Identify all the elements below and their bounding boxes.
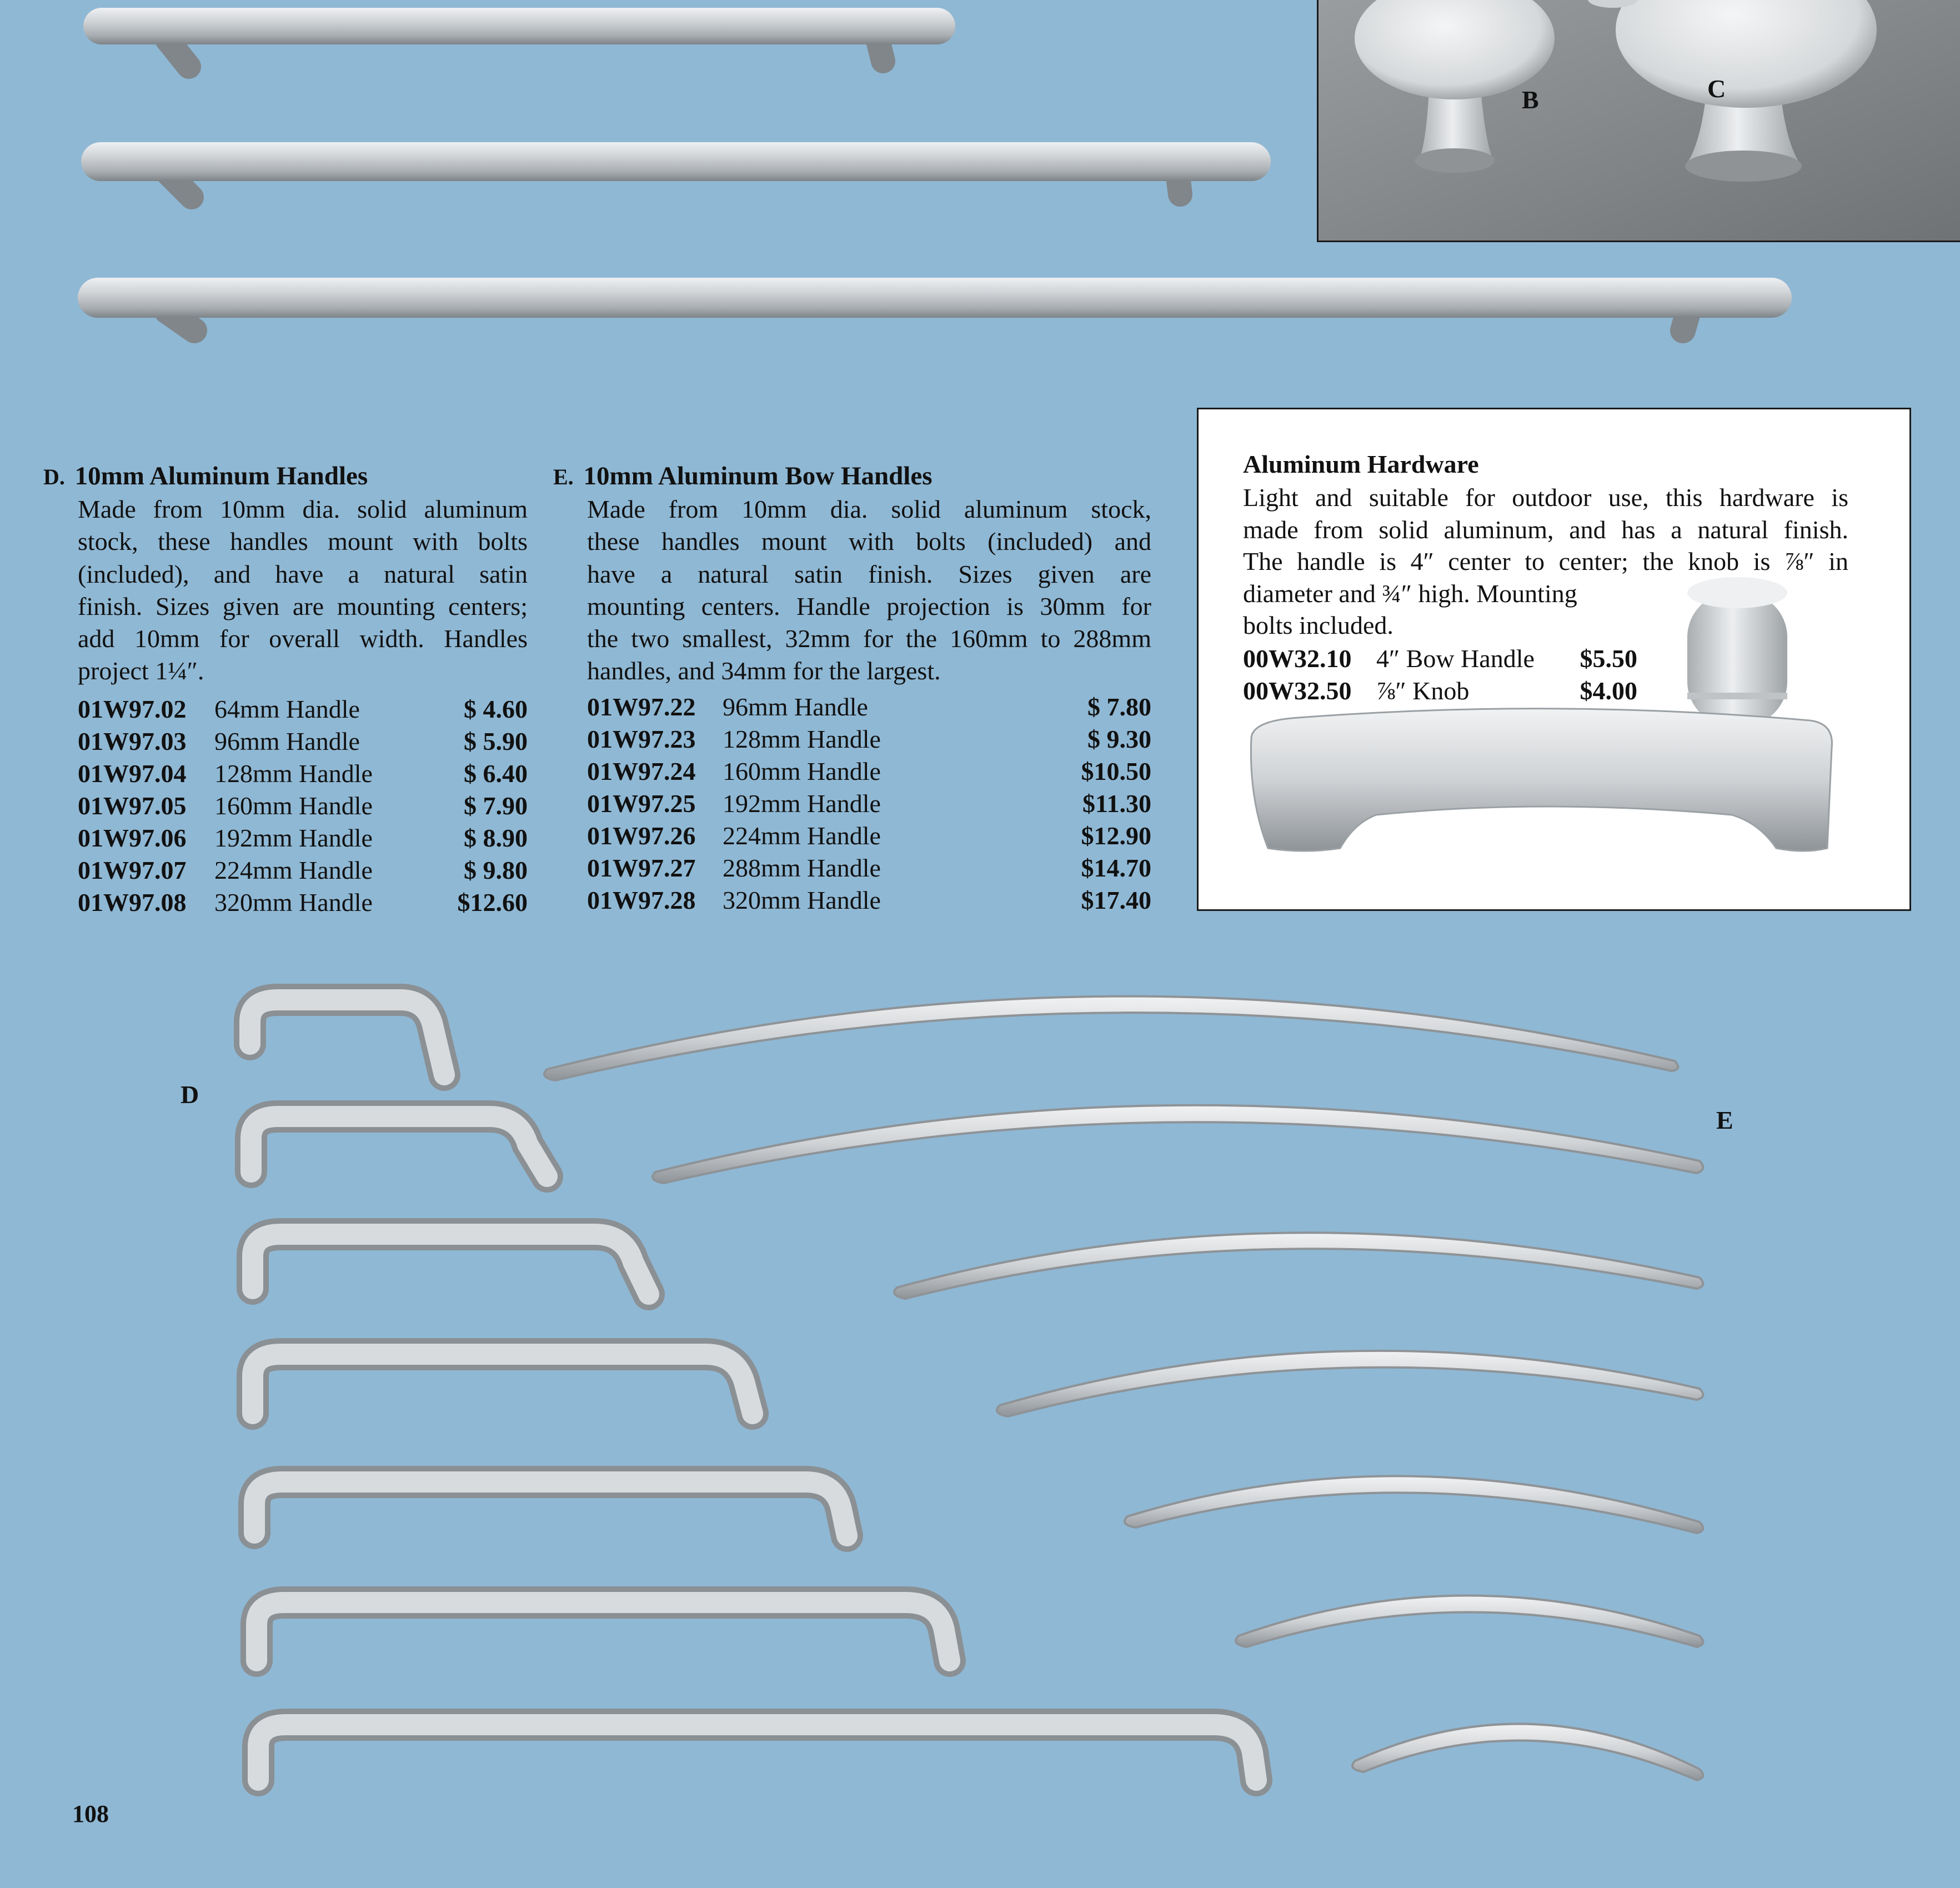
item-desc: 192mm Handle (723, 789, 881, 818)
hardware-line: Light and suitable for outdoor use, this hardware is (1243, 483, 1848, 512)
product-e-line: handles, and 34mm for the largest. (587, 657, 941, 685)
product-d-heading (43, 460, 368, 493)
item-desc: 320mm Handle (723, 886, 881, 914)
d-handle-64mm (250, 1000, 444, 1075)
price-row (587, 788, 1151, 820)
price-row (587, 820, 1151, 852)
price-row (78, 758, 528, 790)
price-row (1243, 675, 1637, 707)
price-row (78, 725, 528, 758)
price-row (587, 755, 1151, 788)
e-handle-128mm (1236, 1596, 1703, 1647)
hardware-title: Aluminum Hardware (1243, 450, 1479, 478)
item-desc: ⅞″ Knob (1376, 677, 1470, 705)
product-e-line: these handles mount with bolts (included) and (587, 527, 1151, 556)
d-handle-192mm (254, 1482, 847, 1536)
product-e-description (587, 493, 1151, 688)
item-price: $17.40 (1081, 886, 1151, 914)
item-price: $ 5.90 (464, 727, 528, 755)
item-code: 01W97.08 (78, 888, 187, 917)
item-desc: 128mm Handle (214, 759, 373, 788)
item-price: $ 9.30 (1087, 725, 1151, 753)
product-d-line: finish. Sizes given are mounting centers; (78, 592, 528, 620)
item-desc: 4″ Bow Handle (1376, 644, 1535, 673)
price-row (587, 852, 1151, 884)
product-d-line: add 10mm for overall width. Handles (78, 624, 528, 653)
hardware-line: The handle is 4″ center to center; the knob is ⅞″ in (1243, 547, 1848, 575)
product-d-description (78, 493, 528, 688)
item-code: 01W97.28 (587, 886, 696, 914)
hardware-line: bolts included. (1243, 611, 1393, 639)
d-handle-320mm (258, 1725, 1256, 1780)
item-price: $ 6.40 (464, 759, 528, 788)
item-desc: 64mm Handle (214, 695, 360, 723)
hardware-line: diameter and ¾″ high. Mounting (1243, 579, 1577, 608)
bow-handle-image (1251, 709, 1832, 851)
item-desc: 96mm Handle (214, 727, 360, 755)
item-desc: 192mm Handle (214, 824, 373, 852)
e-handles (544, 996, 1703, 1780)
bar-handle-long (78, 278, 1792, 330)
price-row (587, 723, 1151, 755)
item-code: 01W97.02 (78, 695, 187, 723)
product-e-title: 10mm Aluminum Bow Handles (583, 462, 933, 490)
item-code: 01W97.26 (587, 822, 696, 850)
e-handle-288mm (653, 1105, 1703, 1183)
knob-photo (1317, 0, 1960, 242)
price-row (78, 887, 528, 919)
item-price: $ 8.90 (464, 824, 528, 852)
d-handle-96mm (251, 1116, 547, 1176)
price-row (1243, 643, 1637, 675)
product-d-line: (included), and have a natural satin (78, 559, 528, 588)
bar-handle-medium (81, 142, 1271, 197)
e-handle-320mm (544, 996, 1678, 1080)
product-e-line: have a natural satin finish. Sizes given are (587, 559, 1151, 588)
e-handle-160mm (1125, 1476, 1703, 1533)
photo-label-b: B (1522, 86, 1539, 114)
item-code: 01W97.24 (587, 757, 696, 785)
price-row (78, 790, 528, 822)
photo-label-c: C (1707, 74, 1726, 103)
item-code: 01W97.25 (587, 789, 696, 818)
item-code: 01W97.05 (78, 792, 187, 820)
item-desc: 288mm Handle (723, 854, 881, 882)
item-desc: 320mm Handle (214, 888, 373, 917)
item-desc: 96mm Handle (723, 693, 868, 721)
hardware-infobox (1197, 408, 1911, 911)
product-e-letter: E. (553, 464, 574, 489)
hardware-line: made from solid aluminum, and has a natural finish. (1243, 515, 1848, 544)
d-handle-160mm (253, 1354, 753, 1414)
item-desc: 128mm Handle (723, 725, 881, 753)
item-price: $12.90 (1081, 822, 1151, 850)
item-desc: 160mm Handle (723, 757, 881, 785)
product-d-line: Made from 10mm dia. solid aluminum (78, 495, 528, 523)
e-handle-96mm (1352, 1724, 1703, 1780)
product-e-line: Made from 10mm dia. solid aluminum stock, (587, 495, 1151, 523)
item-price: $ 7.80 (1087, 693, 1151, 721)
item-code: 01W97.04 (78, 759, 187, 788)
product-d-title: 10mm Aluminum Handles (74, 462, 368, 490)
price-row (78, 854, 528, 887)
product-d-letter: D. (43, 464, 65, 489)
item-code: 01W97.22 (587, 693, 696, 721)
photo-label-d: D (181, 1080, 199, 1109)
photo-label-e: E (1716, 1106, 1733, 1134)
item-price: $4.00 (1580, 677, 1637, 705)
item-code: 01W97.07 (78, 856, 187, 884)
price-row (78, 693, 528, 725)
item-code: 01W97.03 (78, 727, 187, 755)
page-number: 108 (72, 1800, 109, 1827)
item-price: $5.50 (1580, 644, 1637, 673)
e-handle-192mm (997, 1351, 1703, 1416)
product-e-line: the two smallest, 32mm for the 160mm to 288mm (587, 624, 1151, 653)
item-code: 01W97.23 (587, 725, 696, 753)
price-row (78, 822, 528, 854)
bar-handle-short (83, 8, 955, 67)
item-desc: 224mm Handle (723, 822, 881, 850)
price-row (587, 691, 1151, 723)
d-handle-224mm (257, 1602, 950, 1661)
d-handle-128mm (253, 1234, 649, 1294)
knob-photo-art (1319, 0, 1960, 242)
item-price: $ 9.80 (464, 856, 528, 884)
product-d-line: stock, these handles mount with bolts (78, 527, 528, 556)
price-row (587, 884, 1151, 917)
item-price: $ 7.90 (464, 792, 528, 820)
item-code: 00W32.10 (1243, 644, 1352, 673)
item-code: 00W32.50 (1243, 677, 1352, 705)
item-price: $14.70 (1081, 854, 1151, 882)
item-desc: 160mm Handle (214, 792, 373, 820)
item-code: 01W97.06 (78, 824, 187, 852)
product-d-line: project 1¼″. (78, 657, 204, 685)
item-desc: 224mm Handle (214, 856, 373, 884)
item-price: $11.30 (1082, 789, 1151, 818)
product-e-line: mounting centers. Handle projection is 30mm for (587, 592, 1151, 620)
e-handle-224mm (894, 1233, 1703, 1299)
item-price: $12.60 (457, 888, 528, 917)
hardware-description (1243, 482, 1848, 642)
item-price: $ 4.60 (464, 695, 528, 723)
item-code: 01W97.27 (587, 854, 696, 882)
item-price: $10.50 (1081, 757, 1151, 785)
product-e-heading (553, 460, 933, 493)
